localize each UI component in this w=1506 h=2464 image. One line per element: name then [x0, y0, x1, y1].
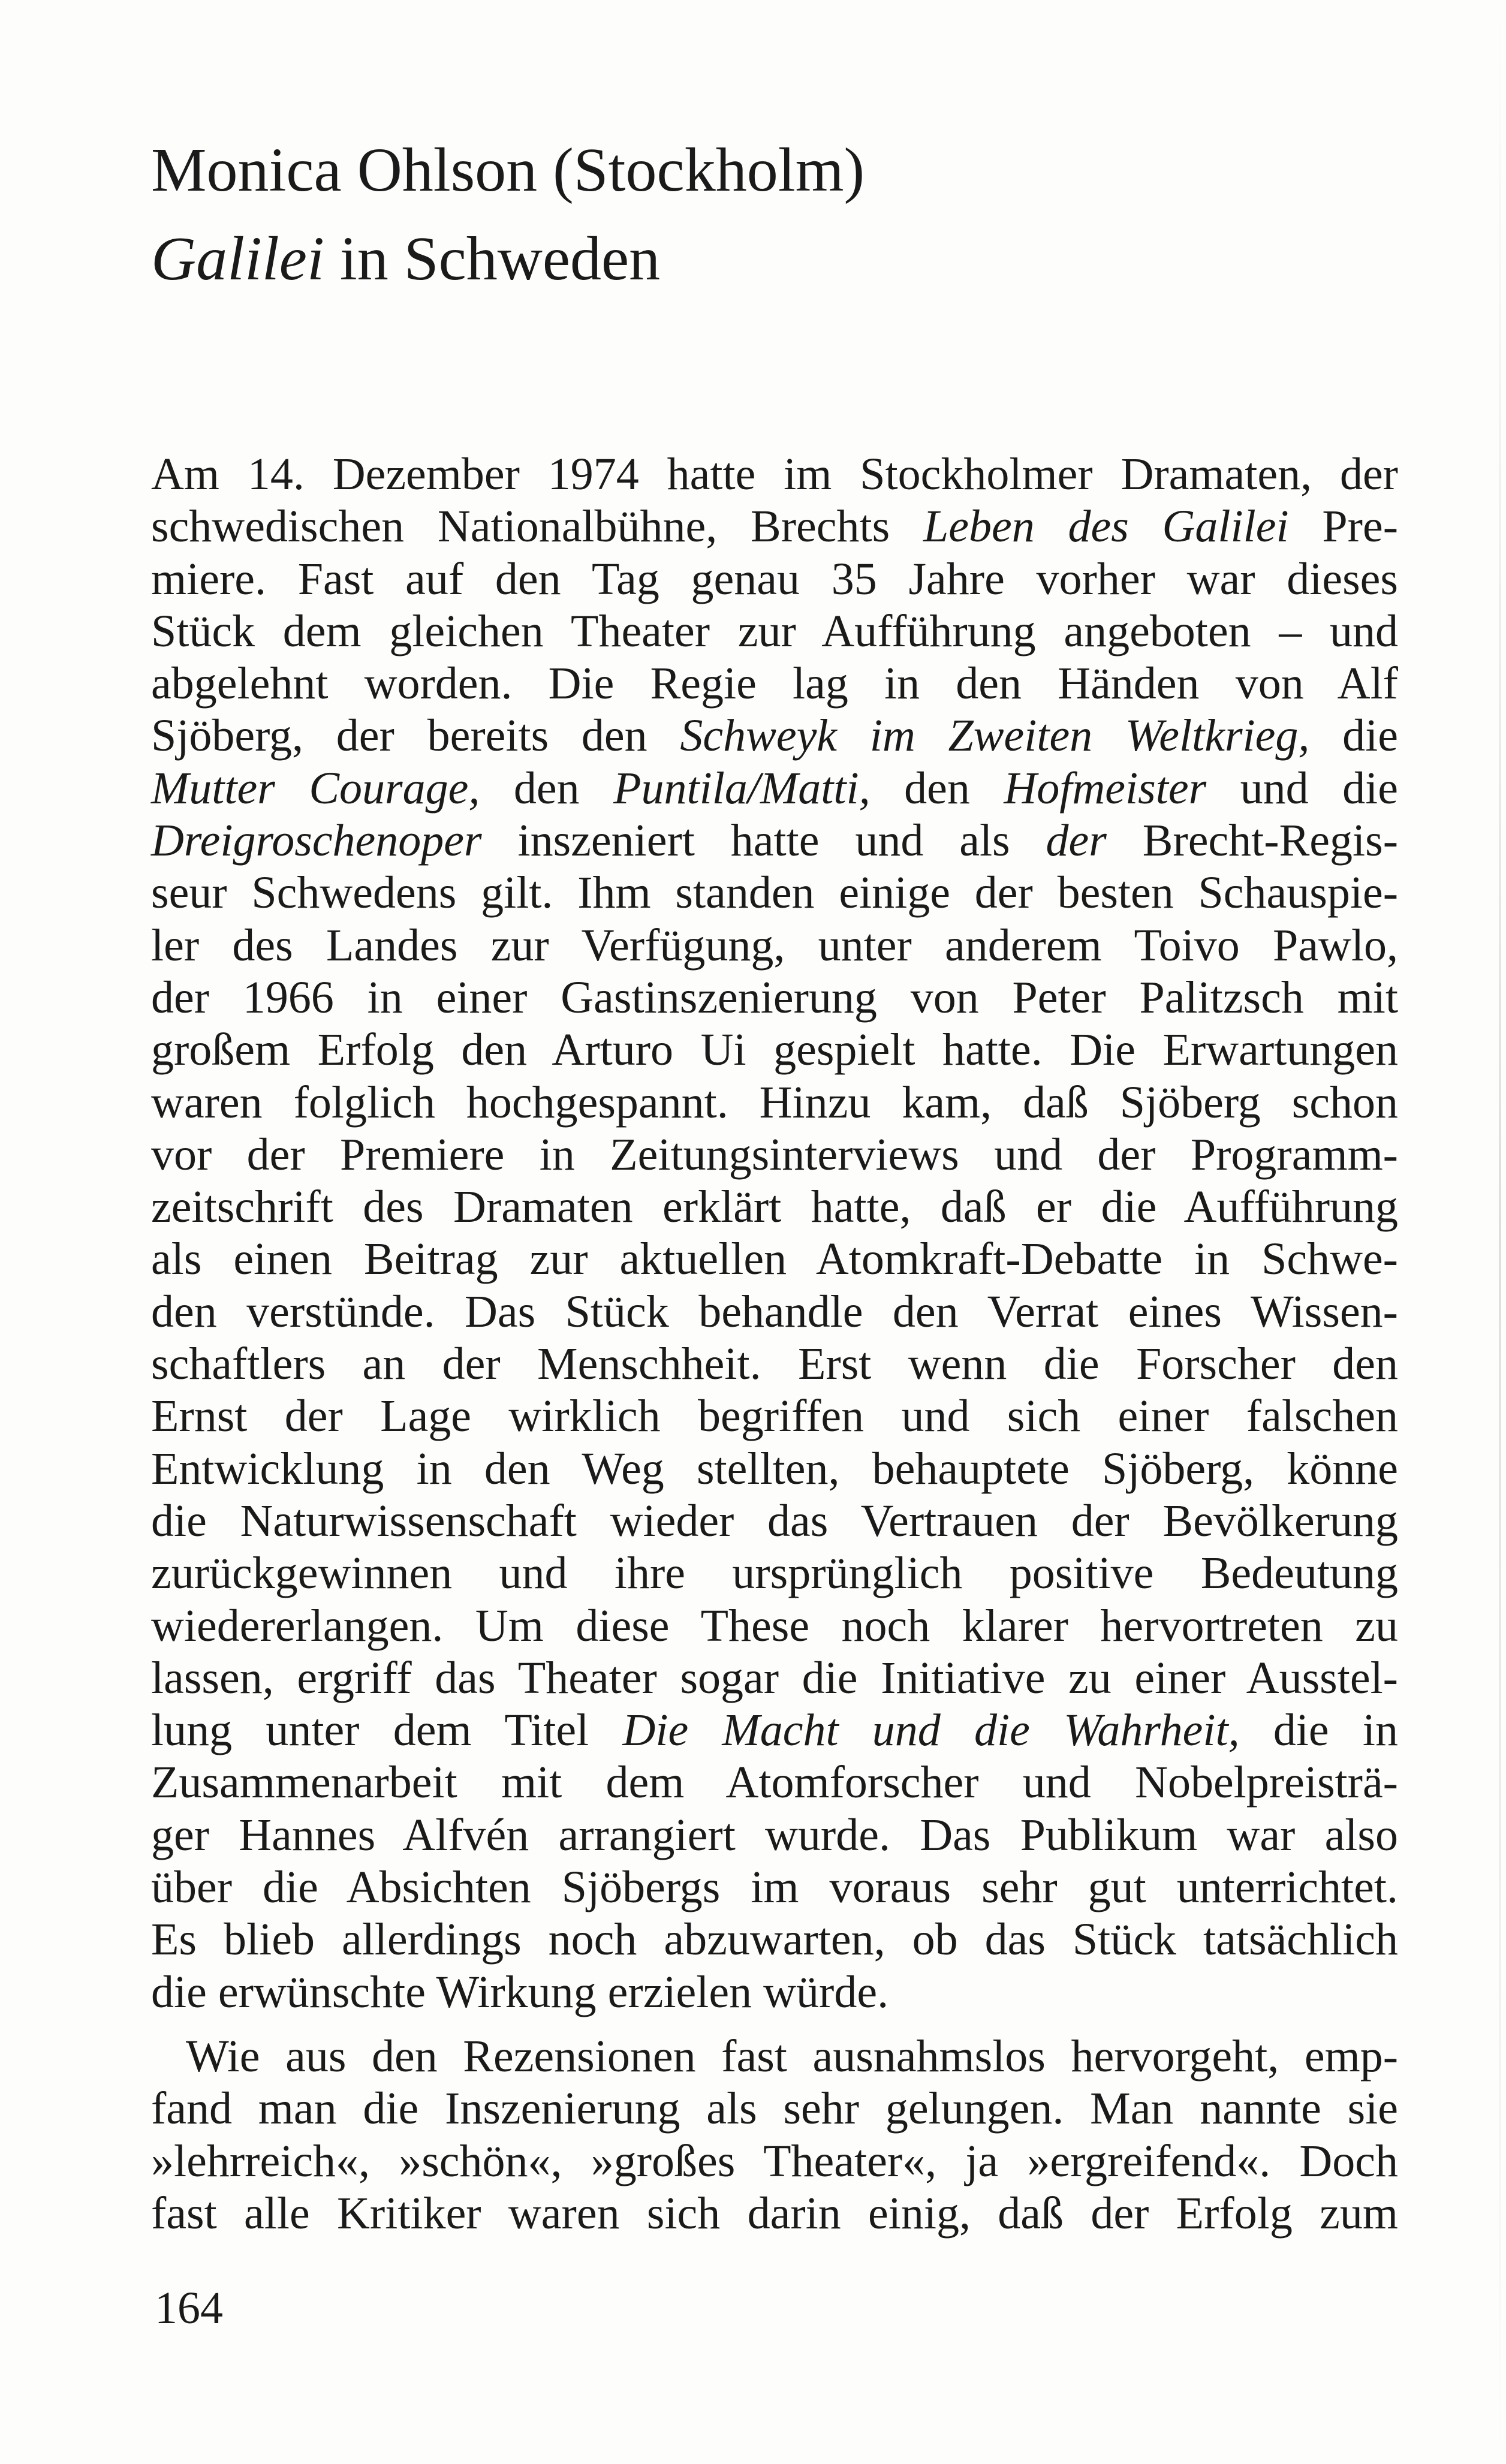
italic-title: Hofmeister — [1004, 763, 1207, 814]
text-line — [151, 710, 1398, 762]
chapter-title — [151, 215, 1290, 303]
text-line — [151, 1966, 1398, 2019]
page-number: 164 — [155, 2283, 223, 2333]
text-line — [151, 1338, 1398, 1390]
text-segment: Sjöberg, der bereits den — [151, 710, 680, 761]
text-segment: ler des Landes zur Verfügung, unter anderem Toivo Pawlo, — [151, 920, 1398, 971]
italic-title: Dreigroschenoper — [151, 815, 482, 866]
text-segment: vor der Premiere in Zeitungsinterviews und der Programm- — [151, 1129, 1398, 1180]
text-segment: Stück dem gleichen Theater zur Aufführung angeboten – und — [151, 606, 1398, 656]
paragraph — [151, 2031, 1398, 2240]
text-segment: seur Schwedens gilt. Ihm standen einige der besten Schauspie- — [151, 867, 1398, 918]
text-segment: Wie aus den Rezensionen fast ausnahmslos hervorgeht, emp- — [186, 2031, 1398, 2082]
text-line — [151, 1181, 1398, 1233]
text-segment: und die — [1206, 763, 1398, 814]
text-segment: den — [870, 763, 1004, 814]
text-segment: ger Hannes Alfvén arrangiert wurde. Das Publikum war also — [151, 1809, 1398, 1860]
paragraph — [151, 448, 1398, 2019]
text-segment: waren folglich hochgespannt. Hinzu kam, daß Sjöberg schon — [151, 1077, 1398, 1128]
text-line — [151, 972, 1398, 1024]
text-line — [151, 1443, 1398, 1495]
text-segment: Zusammenarbeit mit dem Atomforscher und Nobelpreisträ- — [151, 1757, 1398, 1808]
text-line — [151, 2083, 1398, 2135]
text-line — [151, 815, 1398, 867]
text-line — [151, 1600, 1398, 1652]
paragraph-gap — [151, 2019, 1398, 2031]
text-line — [151, 606, 1398, 658]
text-line — [151, 501, 1398, 553]
text-line — [151, 920, 1398, 972]
text-line — [151, 1390, 1398, 1442]
text-line — [151, 1861, 1398, 1914]
body-text — [151, 448, 1398, 2240]
text-segment: »lehrreich«, »schön«, »großes Theater«, ja »ergreifend«. Doch — [151, 2135, 1398, 2186]
text-line — [151, 1024, 1398, 1076]
italic-title: Puntila/Matti, — [613, 763, 871, 814]
text-segment: lung unter dem Titel — [151, 1705, 623, 1756]
text-line — [151, 2031, 1398, 2083]
text-segment: der 1966 in einer Gastinszenierung von Peter Palitzsch mit — [151, 972, 1398, 1023]
text-line — [151, 553, 1398, 606]
text-segment: inszeniert hatte und als — [481, 815, 1046, 866]
text-segment: über die Absichten Sjöbergs im voraus sehr gut unterrichtet. — [151, 1862, 1398, 1913]
text-segment: miere. Fast auf den Tag genau 35 Jahre vorher war dieses — [151, 553, 1398, 604]
author-heading: Monica Ohlson (Stockholm) — [151, 135, 865, 204]
text-line — [151, 1809, 1398, 1861]
text-segment: Es blieb allerdings noch abzuwarten, ob das Stück tatsächlich — [151, 1914, 1398, 1965]
chapter-title-italic: Galilei — [151, 224, 324, 293]
text-segment: zeitschrift des Dramaten erklärt hatte, daß er die Aufführung — [151, 1182, 1398, 1233]
italic-title: Mutter Courage, — [151, 763, 480, 814]
text-segment: Am 14. Dezember 1974 hatte im Stockholmer Dramaten, der — [151, 449, 1398, 499]
text-segment: wiedererlangen. Um diese These noch klarer hervortreten zu — [151, 1600, 1398, 1651]
chapter-header — [151, 126, 1290, 303]
text-segment: lassen, ergriff das Theater sogar die Initiative zu einer Ausstel- — [151, 1652, 1398, 1703]
text-segment: Ernst der Lage wirklich begriffen und sich einer falschen — [151, 1391, 1398, 1442]
text-segment: den — [480, 763, 614, 814]
text-line — [151, 1757, 1398, 1809]
text-line — [151, 2135, 1398, 2188]
text-segment: Pre- — [1288, 501, 1399, 552]
text-line — [151, 1129, 1398, 1181]
text-line — [151, 2188, 1398, 2240]
text-segment: Entwicklung in den Weg stellten, behauptete Sjöberg, könne — [151, 1443, 1398, 1494]
text-line — [151, 448, 1398, 501]
italic-title: Die Macht und die Wahrheit, — [622, 1705, 1240, 1756]
text-line — [151, 1914, 1398, 1966]
text-segment: schwedischen Nationalbühne, Brechts — [151, 501, 923, 552]
italic-title: der — [1046, 815, 1107, 866]
text-segment: Brecht-Regis- — [1106, 815, 1399, 866]
text-line — [151, 658, 1398, 710]
text-segment: die Naturwissenschaft wieder das Vertrauen der Bevölkerung — [151, 1495, 1398, 1546]
italic-title: Leben des Galilei — [923, 501, 1289, 552]
text-line — [151, 1077, 1398, 1129]
text-segment: die in — [1239, 1705, 1399, 1756]
chapter-title-rest: in Schweden — [324, 224, 661, 293]
text-segment: großem Erfolg den Arturo Ui gespielt hatte. Die Erwartungen — [151, 1025, 1398, 1076]
text-line — [151, 1547, 1398, 1600]
text-segment: schaftlers an der Menschheit. Erst wenn die Forscher den — [151, 1339, 1398, 1390]
text-segment: die erwünschte Wirkung erzielen würde. — [151, 1966, 889, 2017]
text-segment: den verstünde. Das Stück behandle den Verrat eines Wissen- — [151, 1286, 1398, 1337]
text-line — [151, 867, 1398, 919]
text-segment: fand man die Inszenierung als sehr gelungen. Man nannte sie — [151, 2083, 1398, 2134]
text-line — [151, 1652, 1398, 1704]
text-segment: die — [1309, 710, 1398, 761]
text-line — [151, 1704, 1398, 1757]
text-line — [151, 1495, 1398, 1547]
text-segment: zurückgewinnen und ihre ursprünglich positive Bedeutung — [151, 1548, 1398, 1599]
page-edge-shadow — [1499, 0, 1501, 2464]
text-segment: abgelehnt worden. Die Regie lag in den Händen von Alf — [151, 658, 1398, 709]
text-segment: fast alle Kritiker waren sich darin einig, daß der Erfolg zum — [151, 2188, 1398, 2239]
italic-title: Schweyk im Zweiten Weltkrieg, — [680, 710, 1310, 761]
text-segment: als einen Beitrag zur aktuellen Atomkraft-Debatte in Schwe- — [151, 1234, 1398, 1285]
text-line — [151, 1233, 1398, 1285]
text-line — [151, 763, 1398, 815]
text-line — [151, 1286, 1398, 1338]
